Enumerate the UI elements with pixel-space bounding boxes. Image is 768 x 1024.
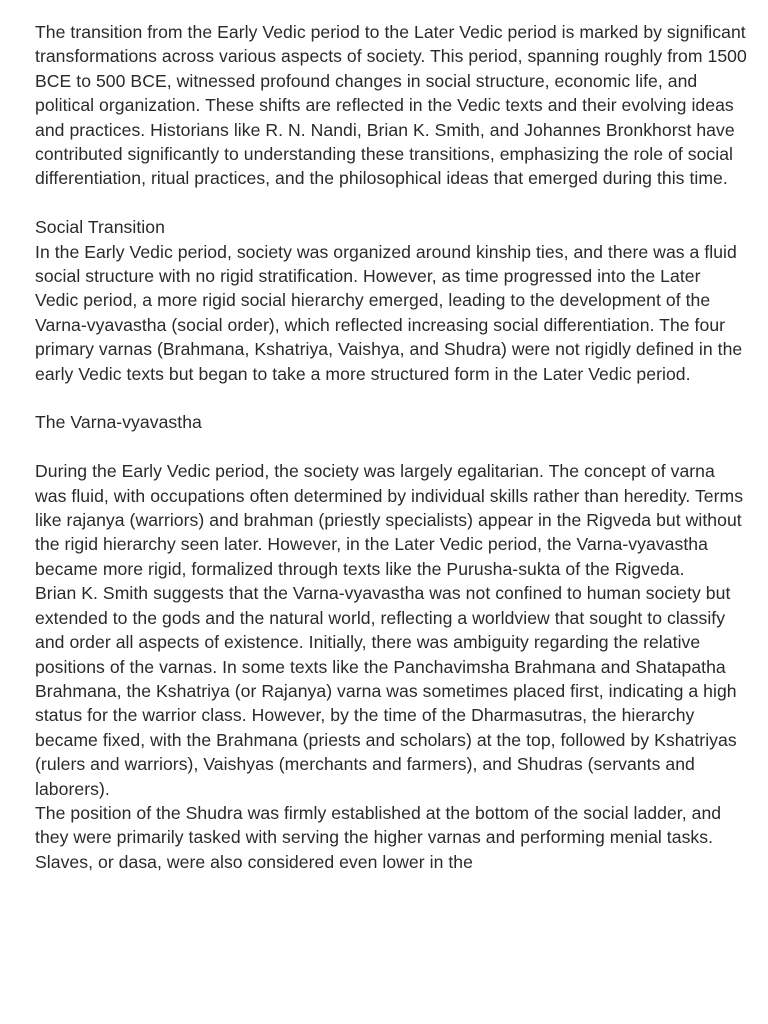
social-transition-paragraph: In the Early Vedic period, society was organized around kinship ties, and there was a fluid social structure with no rigid stratification. However, as time progressed into the Later Vedic period, a more rigid social hierarchy emerged, leading to the development of the Varna-vyavastha (social order), which reflected increasing social differentiation. The four primary varnas (Brahmana, Kshatriya, Vaishya, and Shudra) were not rigidly defined in the early Vedic texts but began to take a more structured form in the Later Vedic period. <box>35 241 743 384</box>
paragraph-spacer <box>35 386 748 410</box>
varna-paragraph-3: The position of the Shudra was firmly established at the bottom of the social ladder, and they were primarily tasked with serving the higher varnas and performing menial tasks. Slaves, or dasa, were also considered even lower in the <box>35 802 722 872</box>
varna-paragraph-2: Brian K. Smith suggests that the Varna-vyavastha was not confined to human society but extended to the gods and the natural world, reflecting a worldview that sought to classify and order all aspects of existence. Initially, there was ambiguity regarding the relative positions of the varnas. In some texts like the Panchavimsha Brahmana and Shatapatha Brahmana, the Kshatriya (or Rajanya) varna was sometimes placed first, indicating a high status for the warrior class. However, by the time of the Dharmasutras, the hierarchy became fixed, with the Brahmana (priests and scholars) at the top, followed by Kshatriyas (rulers and warriors), Vaishyas (merchants and farmers), and Shudras (servants and laborers). <box>35 583 737 799</box>
paragraph-spacer <box>35 435 748 459</box>
varna-heading: The Varna-vyavastha <box>35 412 202 433</box>
paragraph-spacer <box>35 191 748 215</box>
intro-paragraph: The transition from the Early Vedic period to the Later Vedic period is marked by significant transformations across various aspects of society. This period, spanning roughly from 1500 BCE to 500 BCE, witnessed profound changes in social structure, economic life, and political organization. These shifts are reflected in the Vedic texts and their evolving ideas and practices. Historians like R. N. Nandi, Brian K. Smith, and Johannes Bronkhorst have contributed significantly to understanding these transitions, emphasizing the role of social differentiation, ritual practices, and the philosophical ideas that emerged during this time. <box>35 22 747 189</box>
varna-paragraph-1: During the Early Vedic period, the society was largely egalitarian. The concept of varna was fluid, with occupations often determined by individual skills rather than heredity. Terms like rajanya (warriors) and brahman (priestly specialists) appear in the Rigveda but without the rigid hierarchy seen later. However, in the Later Vedic period, the Varna-vyavastha became more rigid, formalized through texts like the Purusha-sukta of the Rigveda. <box>35 461 744 579</box>
social-transition-heading: Social Transition <box>35 217 165 238</box>
